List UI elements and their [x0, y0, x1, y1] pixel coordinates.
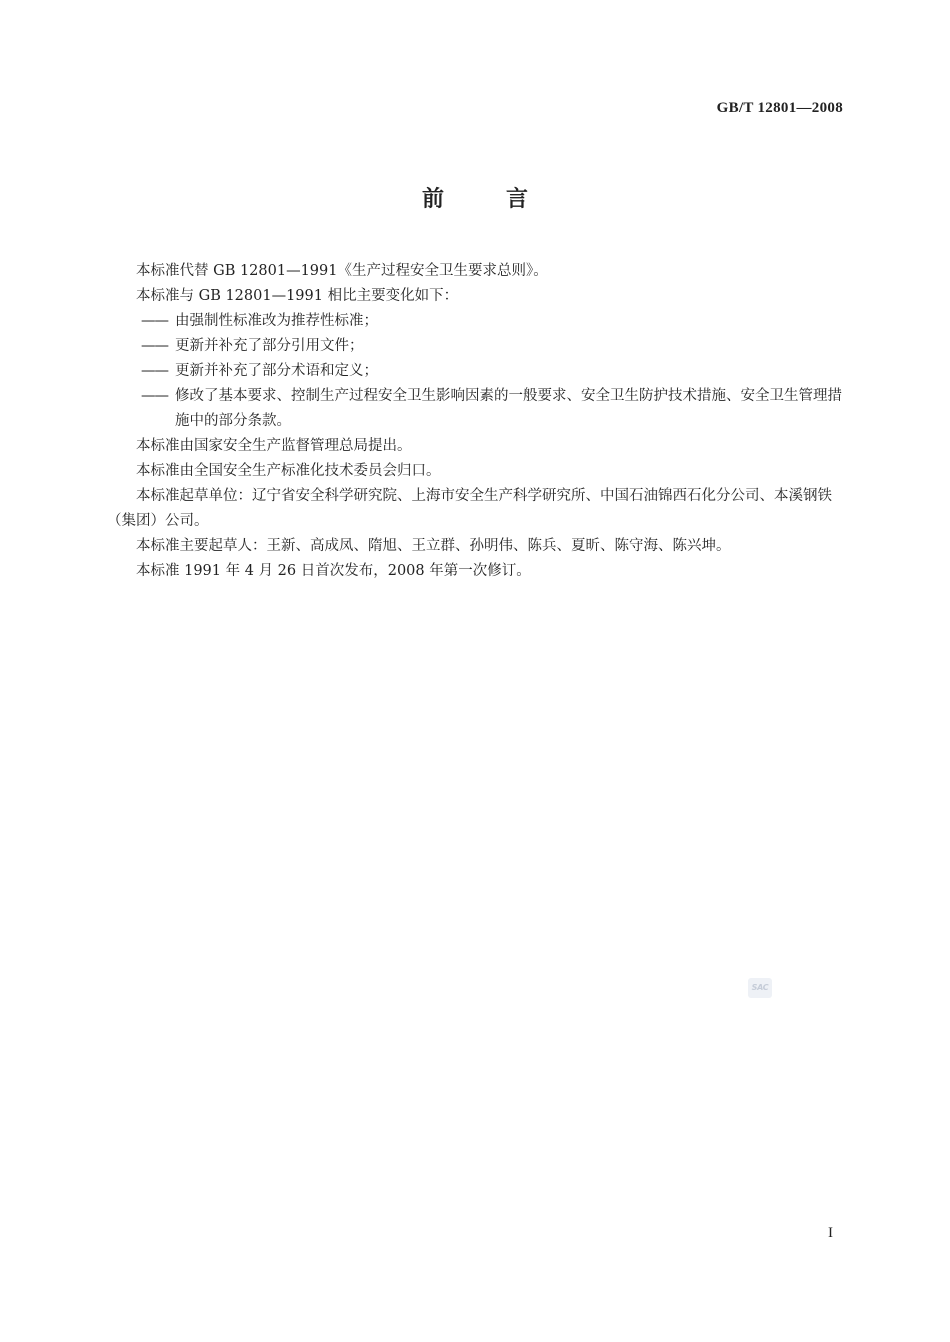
change-item-text: 由强制性标准改为推荐性标准； — [175, 313, 378, 329]
change-item — [107, 309, 847, 334]
change-item-text: 更新并补充了部分术语和定义； — [175, 363, 378, 379]
change-item-text: 更新并补充了部分引用文件； — [175, 338, 364, 354]
standard-number: GB/T 12801—2008 — [716, 100, 843, 116]
paragraph-drafters: 本标准主要起草人：王新、高成凤、隋旭、王立群、孙明伟、陈兵、夏昕、陈守海、陈兴坤。 — [136, 538, 731, 554]
paragraph-publication-history: 本标准 1991 年 4 月 26 日首次发布，2008 年第一次修订。 — [136, 563, 531, 579]
paragraph-drafting-units: 本标准起草单位：辽宁省安全科学研究院、上海市安全生产科学研究所、中国石油锦西石化分公司、本溪钢铁（集团）公司。 — [107, 488, 832, 529]
change-item-text: 修改了基本要求、控制生产过程安全卫生影响因素的一般要求、安全卫生防护技术措施、安全卫生管理措施中的部分条款。 — [175, 388, 842, 429]
paragraph-replaces: 本标准代替 GB 12801—1991《生产过程安全卫生要求总则》。 — [136, 263, 548, 279]
change-item — [107, 384, 847, 434]
sac-watermark-logo: SAC — [748, 978, 772, 998]
dash-mark: —— — [141, 388, 168, 404]
dash-mark: —— — [141, 338, 168, 354]
page-number: I — [828, 1225, 833, 1241]
change-item — [107, 359, 847, 384]
paragraph-under-jurisdiction: 本标准由全国安全生产标准化技术委员会归口。 — [136, 463, 441, 479]
paragraph-changes-intro: 本标准与 GB 12801—1991 相比主要变化如下： — [136, 288, 459, 304]
paragraph-proposed-by: 本标准由国家安全生产监督管理总局提出。 — [136, 438, 412, 454]
page-title: 前言 — [421, 187, 590, 212]
dash-mark: —— — [141, 313, 168, 329]
dash-mark: —— — [141, 363, 168, 379]
change-item — [107, 334, 847, 359]
foreword-body — [107, 259, 847, 584]
